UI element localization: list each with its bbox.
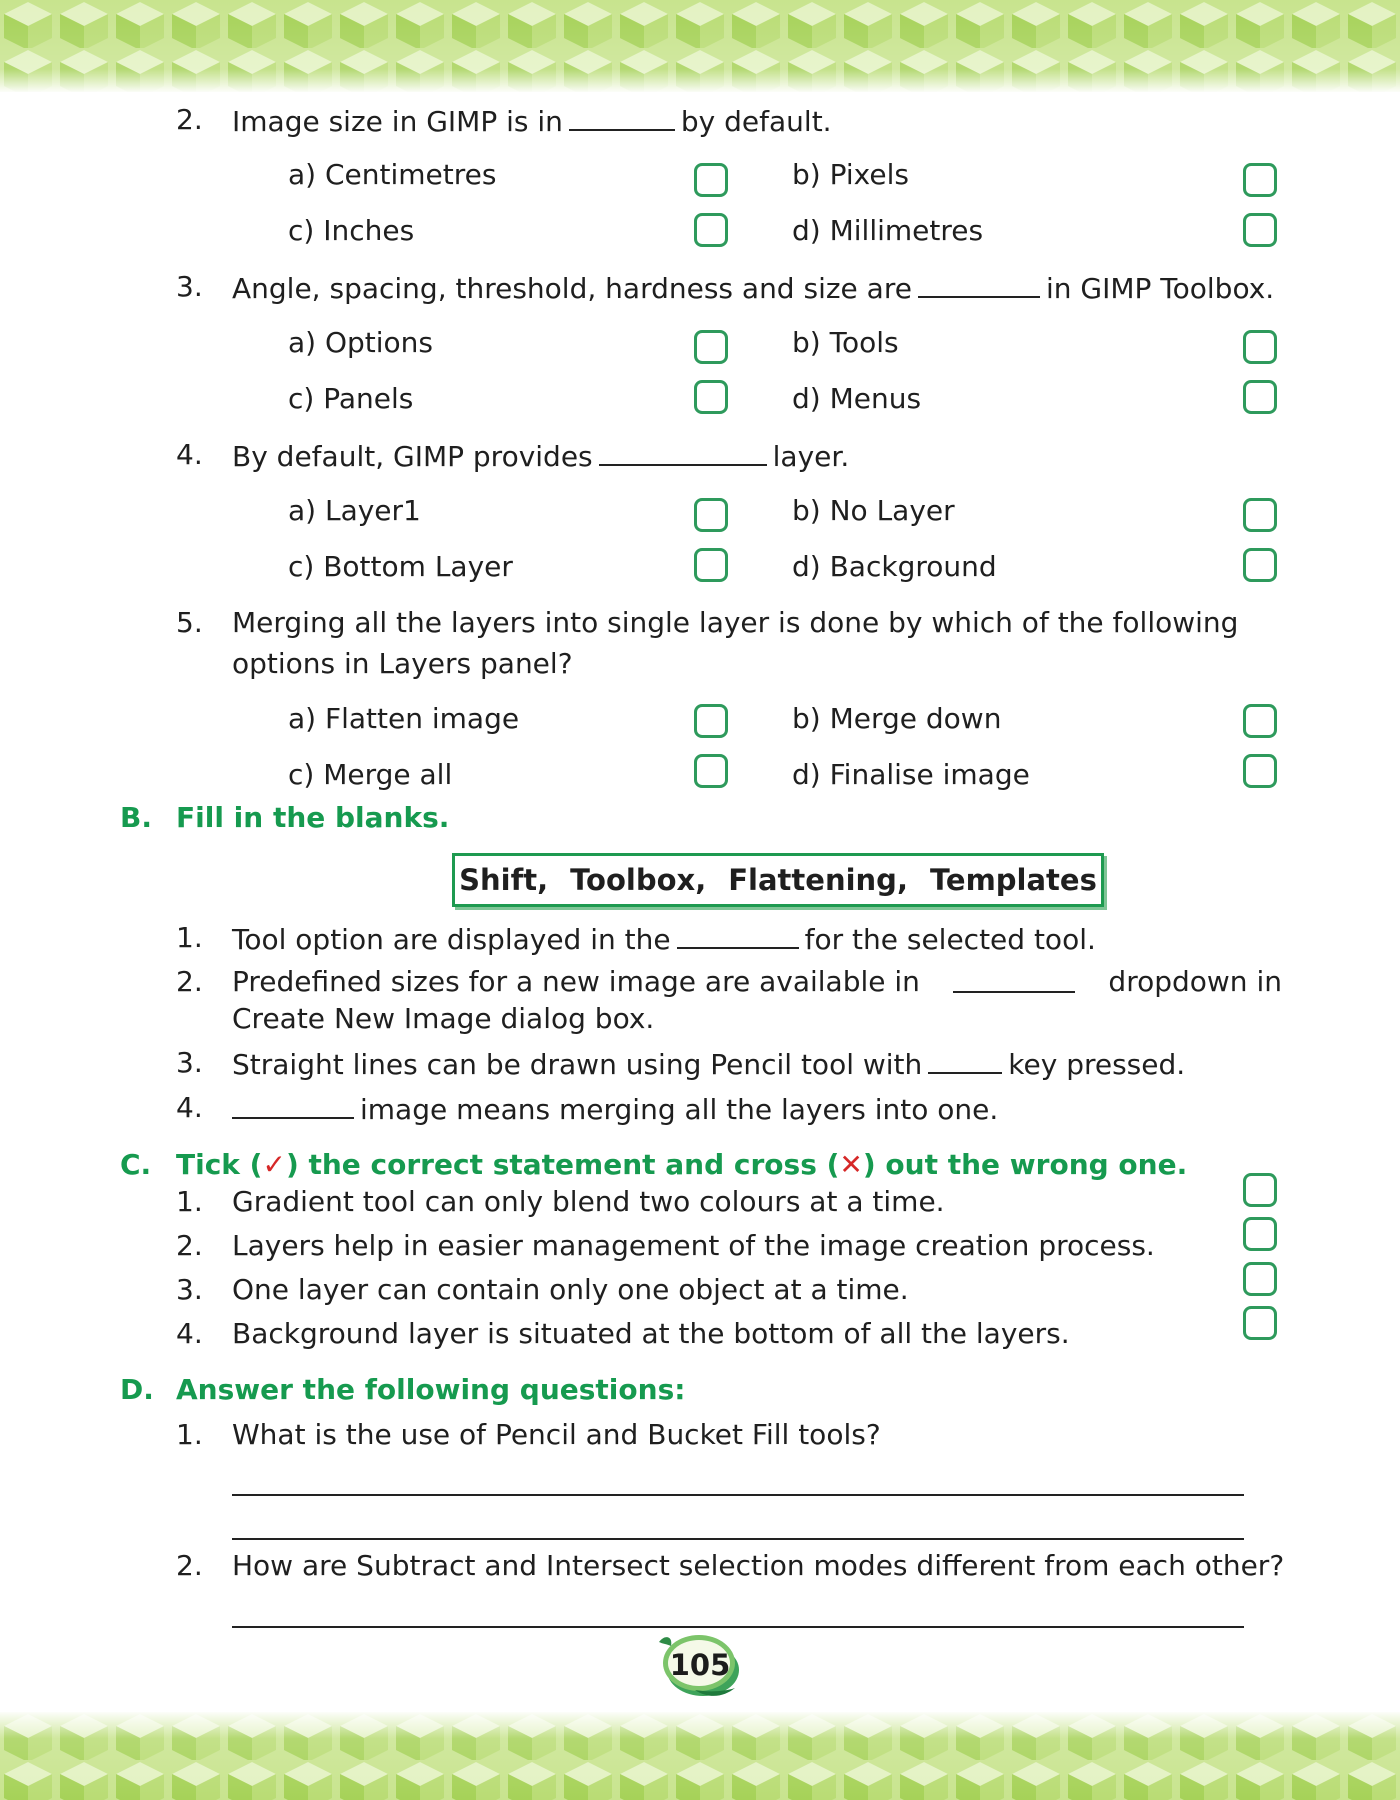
answer-line[interactable] xyxy=(232,1494,1244,1496)
question-text-line-1: Merging all the layers into single layer is done by which of the following xyxy=(232,606,1239,639)
option-c: c) Inches xyxy=(288,214,415,247)
blank-item-text xyxy=(226,1091,998,1127)
statement-text: Gradient tool can only blend two colours at a time. xyxy=(232,1185,945,1218)
answer-blank[interactable] xyxy=(928,1046,1002,1074)
blank-item-text-after: key pressed. xyxy=(1008,1048,1186,1081)
option-b: b) Pixels xyxy=(792,158,909,191)
question-number: 4. xyxy=(176,438,203,471)
question-text xyxy=(232,103,832,139)
word-bank-word: Flattening, xyxy=(728,863,908,897)
blank-item-text-before: Tool option are displayed in the xyxy=(232,923,671,956)
hexagon-pattern-bottom xyxy=(0,1712,1400,1800)
blank-item-text-line-2: Create New Image dialog box. xyxy=(232,1002,655,1035)
answer-line[interactable] xyxy=(232,1626,1244,1628)
option-d-checkbox[interactable] xyxy=(1243,754,1277,788)
statement-number: 1. xyxy=(176,1185,203,1218)
section-b-title: Fill in the blanks. xyxy=(176,801,450,834)
answer-blank[interactable] xyxy=(677,921,799,949)
option-b-checkbox[interactable] xyxy=(1243,330,1277,364)
option-b-checkbox[interactable] xyxy=(1243,163,1277,197)
option-d: d) Background xyxy=(792,550,997,583)
question-text: What is the use of Pencil and Bucket Fill tools? xyxy=(232,1418,881,1451)
option-a: a) Layer1 xyxy=(288,494,421,527)
option-d: d) Finalise image xyxy=(792,758,1030,791)
option-b: b) No Layer xyxy=(792,494,955,527)
question-text xyxy=(232,270,1274,306)
section-c-title xyxy=(176,1148,1187,1182)
section-c-title-part: ) out the wrong one. xyxy=(862,1148,1188,1181)
question-text-after: in GIMP Toolbox. xyxy=(1045,272,1275,305)
word-bank-word: Shift, xyxy=(459,863,549,897)
word-bank-word: Templates xyxy=(929,863,1097,897)
question-text-before: Image size in GIMP is in xyxy=(232,105,563,138)
blank-item-number: 2. xyxy=(176,965,203,998)
question-text-before: Angle, spacing, threshold, hardness and size are xyxy=(232,272,912,305)
section-b-letter: B. xyxy=(120,801,152,834)
statement-checkbox[interactable] xyxy=(1243,1217,1277,1251)
option-a: a) Options xyxy=(288,326,434,359)
option-a-checkbox[interactable] xyxy=(694,498,728,532)
option-d: d) Menus xyxy=(792,382,922,415)
blank-item-text-before: Predefined sizes for a new image are available in xyxy=(232,965,920,998)
answer-line[interactable] xyxy=(232,1538,1244,1540)
answer-blank[interactable] xyxy=(918,270,1040,298)
statement-text: Layers help in easier management of the image creation process. xyxy=(232,1229,1155,1262)
blank-item-text-after: for the selected tool. xyxy=(804,923,1096,956)
option-d-checkbox[interactable] xyxy=(1243,213,1277,247)
option-c-checkbox[interactable] xyxy=(694,213,728,247)
page-number-badge xyxy=(655,1630,745,1702)
question-text-before: By default, GIMP provides xyxy=(232,440,593,473)
option-c-checkbox[interactable] xyxy=(694,754,728,788)
blank-item-text-after: dropdown in xyxy=(1108,965,1282,998)
option-c: c) Merge all xyxy=(288,758,453,791)
answer-blank[interactable] xyxy=(232,1091,354,1119)
top-decorative-band xyxy=(0,0,1400,92)
question-number: 3. xyxy=(176,270,203,303)
blank-item-text xyxy=(232,1046,1185,1082)
question-text-after: by default. xyxy=(680,105,832,138)
answer-blank[interactable] xyxy=(599,438,767,466)
question-text-after: layer. xyxy=(772,440,850,473)
tick-mark-icon: ✓ xyxy=(262,1148,286,1181)
section-d-letter: D. xyxy=(120,1373,154,1406)
question-number: 2. xyxy=(176,103,203,136)
answer-blank[interactable] xyxy=(953,965,1075,993)
option-a: a) Centimetres xyxy=(288,158,497,191)
page-number: 105 xyxy=(669,1648,731,1682)
statement-checkbox[interactable] xyxy=(1243,1262,1277,1296)
question-text xyxy=(232,438,849,474)
option-c: c) Panels xyxy=(288,382,414,415)
section-c-title-part: Tick ( xyxy=(176,1148,263,1181)
option-a: a) Flatten image xyxy=(288,702,520,735)
option-d-checkbox[interactable] xyxy=(1243,548,1277,582)
question-number: 2. xyxy=(176,1549,203,1582)
section-c-title-part: ) the correct statement and cross ( xyxy=(285,1148,840,1181)
option-a-checkbox[interactable] xyxy=(694,163,728,197)
blank-item-number: 4. xyxy=(176,1091,203,1124)
statement-checkbox[interactable] xyxy=(1243,1306,1277,1340)
blank-item-text xyxy=(232,965,1282,999)
statement-number: 3. xyxy=(176,1273,203,1306)
option-a-checkbox[interactable] xyxy=(694,704,728,738)
question-number: 5. xyxy=(176,606,203,639)
statement-text: One layer can contain only one object at a time. xyxy=(232,1273,909,1306)
option-a-checkbox[interactable] xyxy=(694,330,728,364)
option-b-checkbox[interactable] xyxy=(1243,498,1277,532)
option-c-checkbox[interactable] xyxy=(694,548,728,582)
cross-mark-icon: ✕ xyxy=(839,1148,863,1181)
blank-item-number: 1. xyxy=(176,921,203,954)
blank-item-text-after: image means merging all the layers into one. xyxy=(360,1093,999,1126)
section-d-title: Answer the following questions: xyxy=(176,1373,686,1406)
blank-item-number: 3. xyxy=(176,1046,203,1079)
statement-text: Background layer is situated at the bottom of all the layers. xyxy=(232,1317,1070,1350)
bottom-decorative-band xyxy=(0,1712,1400,1800)
statement-number: 4. xyxy=(176,1317,203,1350)
question-text: How are Subtract and Intersect selection modes different from each other? xyxy=(232,1549,1285,1582)
section-c-letter: C. xyxy=(120,1148,152,1181)
option-c-checkbox[interactable] xyxy=(694,380,728,414)
statement-checkbox[interactable] xyxy=(1243,1173,1277,1207)
blank-item-text xyxy=(232,921,1096,957)
option-d-checkbox[interactable] xyxy=(1243,380,1277,414)
option-b: b) Tools xyxy=(792,326,899,359)
word-bank xyxy=(452,853,1104,907)
option-b: b) Merge down xyxy=(792,702,1002,735)
question-text-line-2: options in Layers panel? xyxy=(232,647,573,680)
option-d: d) Millimetres xyxy=(792,214,984,247)
blank-item-text-before: Straight lines can be drawn using Pencil tool with xyxy=(232,1048,923,1081)
option-c: c) Bottom Layer xyxy=(288,550,513,583)
statement-number: 2. xyxy=(176,1229,203,1262)
word-bank-word: Toolbox, xyxy=(570,863,707,897)
hexagon-pattern-top xyxy=(0,0,1400,92)
answer-blank[interactable] xyxy=(569,103,675,131)
option-b-checkbox[interactable] xyxy=(1243,704,1277,738)
question-number: 1. xyxy=(176,1418,203,1451)
